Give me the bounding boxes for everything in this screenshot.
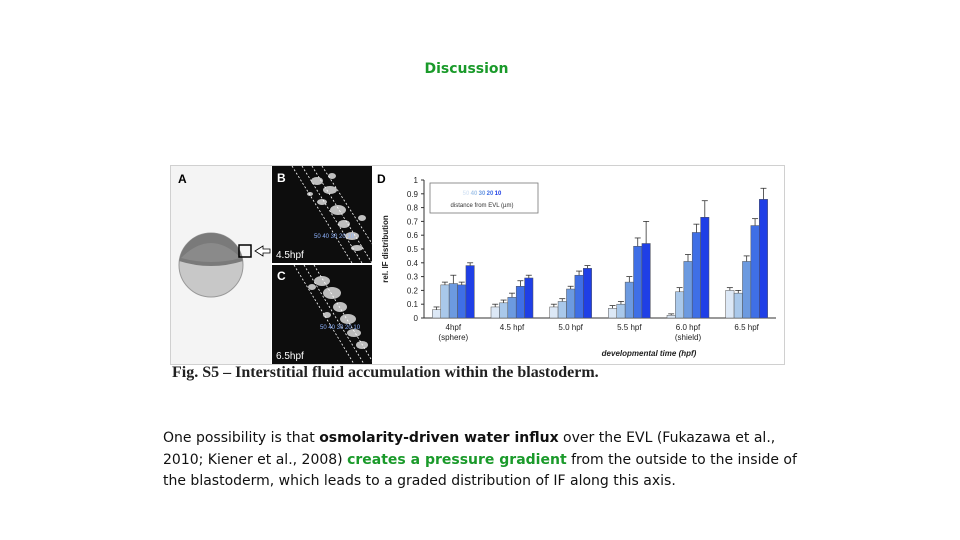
- bar: [508, 297, 516, 318]
- bar: [751, 226, 759, 318]
- legend-series-label: 50: [462, 191, 470, 197]
- y-tick-label: 1: [413, 176, 418, 185]
- panel-c-scale: 50 40 30 20 10: [320, 325, 361, 331]
- x-tick-label: 5.0 hpf: [558, 323, 583, 332]
- slide-title: Discussion: [424, 61, 509, 77]
- bar: [441, 285, 449, 318]
- x-axis-label: developmental time (hpf): [601, 349, 697, 358]
- panel-c-label: C: [277, 269, 286, 283]
- x-tick-sublabel: (sphere): [438, 333, 469, 342]
- x-tick-label: 6.0 hpf: [675, 323, 701, 332]
- bar: [684, 261, 692, 318]
- y-axis-label: rel. IF distribution: [381, 215, 390, 283]
- bar: [608, 308, 616, 318]
- bar: [491, 307, 499, 318]
- legend-series-label: 40: [470, 191, 478, 197]
- bar: [617, 304, 625, 318]
- panel-b-label: B: [277, 171, 286, 185]
- y-tick-label: 0.2: [406, 286, 418, 296]
- bar: [449, 284, 457, 319]
- figure-s5: [170, 165, 785, 365]
- y-tick-label: 0.7: [406, 217, 418, 227]
- panel-b: [272, 166, 372, 263]
- micrograph-c: [272, 265, 372, 364]
- bar: [499, 303, 507, 318]
- panel-d-label: D: [377, 172, 386, 186]
- bar: [466, 266, 474, 318]
- panel-c-time: 6.5hpf: [276, 351, 304, 362]
- bar: [675, 292, 683, 318]
- bar: [759, 199, 767, 318]
- x-tick-sublabel: (shield): [674, 333, 702, 342]
- legend-series-label: 30: [478, 191, 486, 197]
- panel-c: [272, 265, 372, 364]
- micrograph-b: [272, 166, 372, 263]
- bar: [642, 243, 650, 318]
- panel-b-time: 4.5hpf: [276, 250, 304, 261]
- bar: [575, 275, 583, 318]
- bar: [525, 278, 533, 318]
- bar: [458, 285, 466, 318]
- embryo-illustration: [171, 166, 271, 364]
- y-tick-label: 0.4: [406, 258, 418, 268]
- legend-caption: distance from EVL (µm): [450, 203, 514, 209]
- y-tick-label: 0.9: [406, 189, 418, 199]
- y-tick-label: 0.6: [406, 231, 418, 241]
- body-text-1: One possibility is that: [163, 430, 320, 446]
- x-tick-label: 4.5 hpf: [499, 323, 525, 332]
- bar: [625, 282, 633, 318]
- bar: [692, 232, 700, 318]
- legend-series-label: 10: [494, 191, 502, 197]
- panel-b-scale: 50 40 30 20 10: [314, 234, 355, 240]
- bar: [583, 268, 591, 318]
- bar: [726, 290, 734, 318]
- bar: [558, 301, 566, 318]
- body-text-green: creates a pressure gradient: [347, 451, 567, 468]
- panel-a: [171, 166, 271, 364]
- body-text-bold: osmolarity-driven water influx: [319, 430, 559, 446]
- y-tick-label: 0.1: [406, 300, 418, 310]
- bar: [701, 217, 709, 318]
- legend-series-label: 20: [486, 191, 494, 197]
- x-tick-label: 5.5 hpf: [617, 323, 642, 332]
- bar: [550, 307, 558, 318]
- x-tick-label: 6.5 hpf: [734, 323, 759, 332]
- body-text-2: over the EVL (Fukazawa et al., 2010; Kiener et al., 2008): [163, 430, 776, 468]
- figure-caption: Fig. S5 – Interstitial fluid accumulation within the blastoderm.: [172, 364, 599, 381]
- bar: [742, 261, 750, 318]
- bar: [634, 246, 642, 318]
- y-tick-label: 0.3: [406, 272, 418, 282]
- y-tick-label: 0.8: [406, 203, 418, 213]
- bar: [667, 315, 675, 318]
- bar: [734, 293, 742, 318]
- bar: [516, 286, 524, 318]
- body-paragraph: [163, 428, 803, 493]
- body-text-3: from the outside to the inside of the blastoderm, which leads to a graded distribution of IF along this axis.: [163, 451, 797, 489]
- bar: [432, 310, 440, 318]
- bar: [566, 289, 574, 318]
- x-tick-label: 4hpf: [445, 323, 462, 332]
- bar-chart: [374, 166, 784, 364]
- y-tick-label: 0.5: [406, 245, 418, 254]
- y-tick-label: 0: [413, 314, 418, 323]
- panel-a-label: A: [178, 172, 187, 186]
